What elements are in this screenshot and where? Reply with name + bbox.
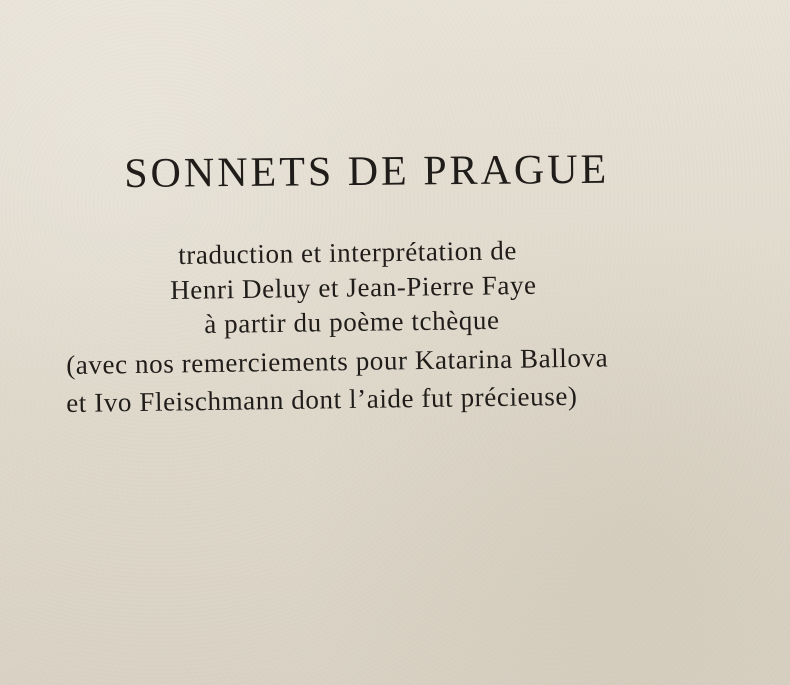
translation-line: traduction et interprétation de <box>178 235 518 270</box>
acknowledgement-line-2: et Ivo Fleischmann dont l’aide fut précieuse) <box>66 380 578 418</box>
acknowledgement-line-1: (avec nos remerciements pour Katarina Ballova <box>66 342 609 380</box>
translator-names: Henri Deluy et Jean-Pierre Faye <box>170 269 537 305</box>
page-title: SONNETS DE PRAGUE <box>124 146 610 197</box>
source-language-line: à partir du poème tchèque <box>204 304 500 339</box>
